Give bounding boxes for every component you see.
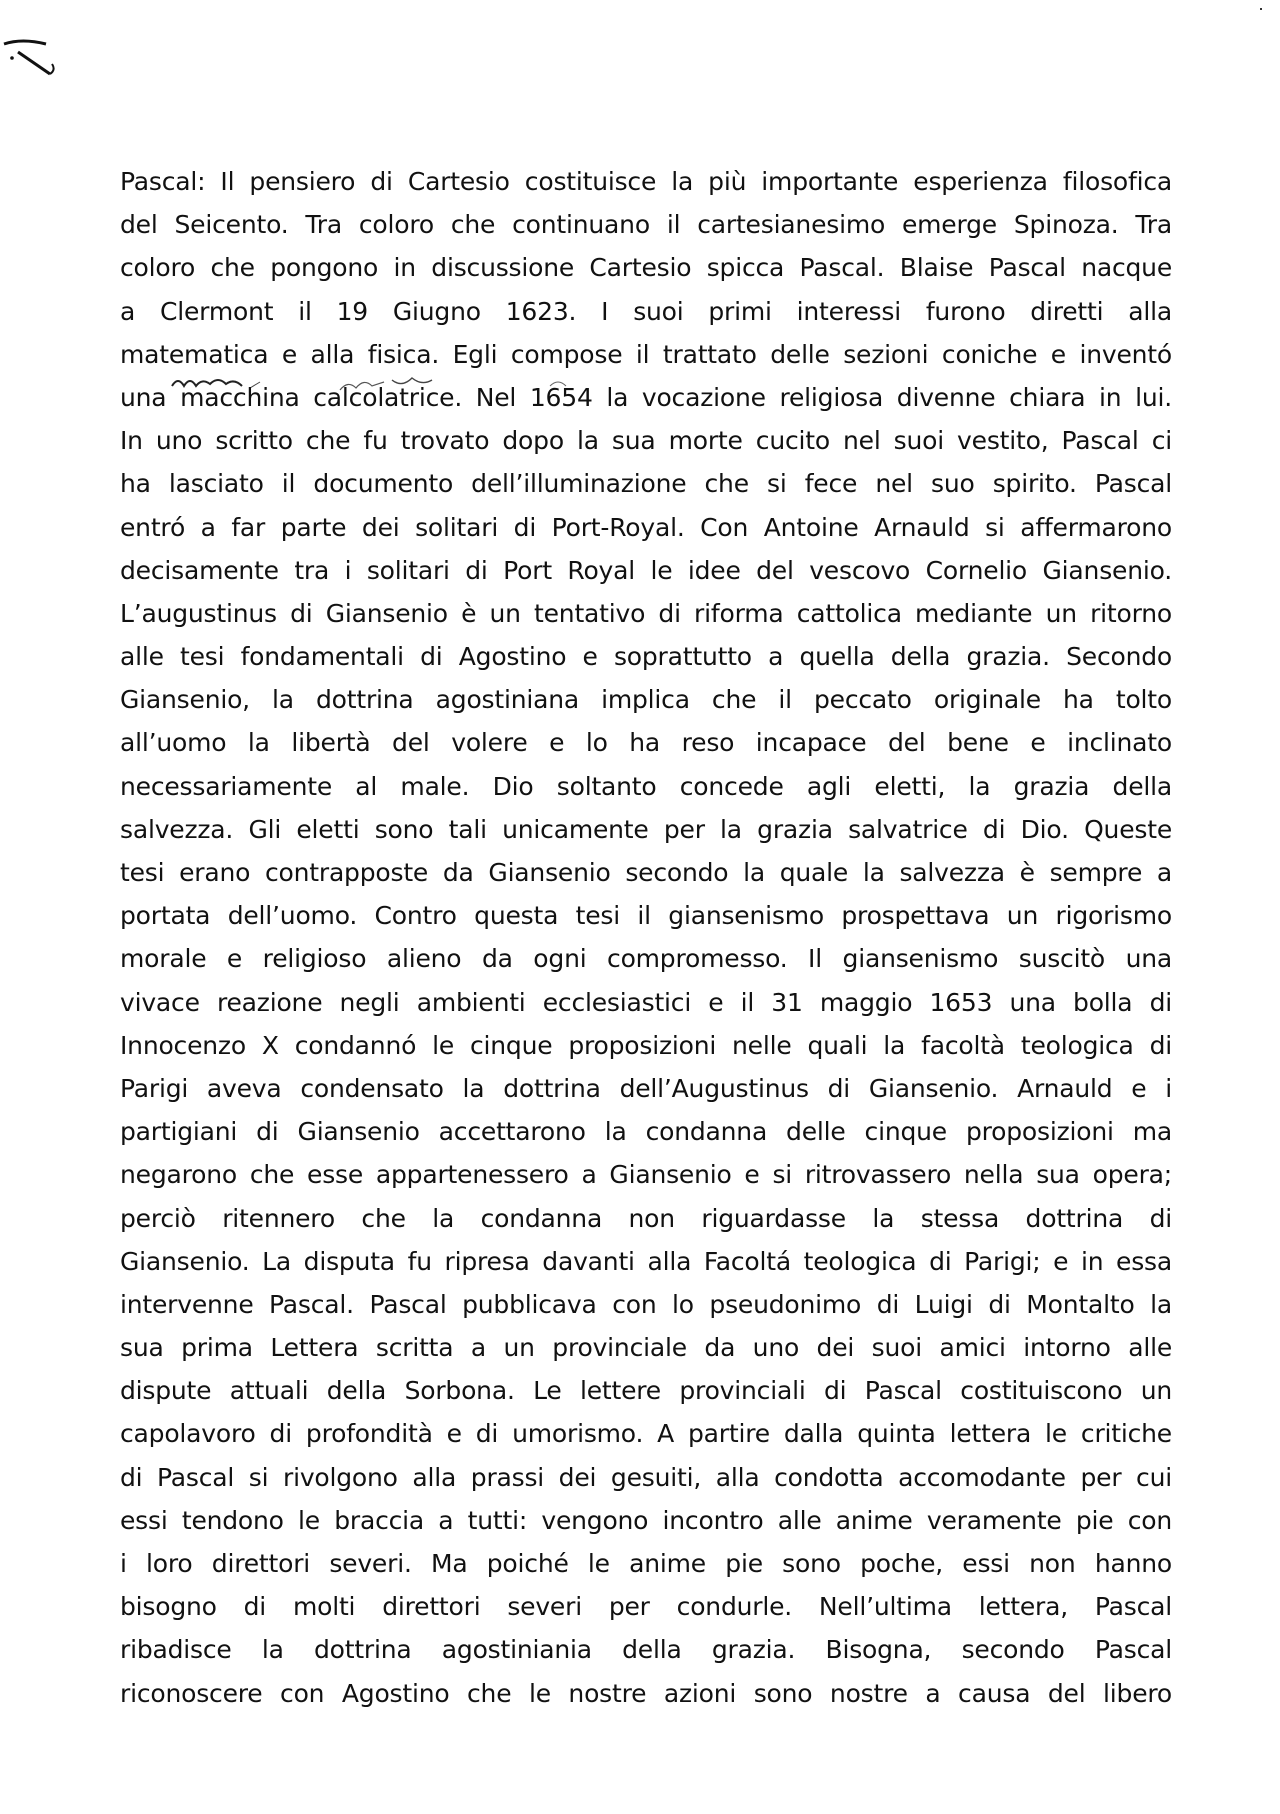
text-line: i loro direttori severi. Ma poiché le anime pie sono poche, essi non hanno: [120, 1549, 1172, 1578]
text-line: tesi erano contrapposte da Giansenio secondo la quale la salvezza è sempre a: [120, 858, 1172, 887]
handwritten-corner-mark: [0, 22, 72, 102]
text-line: morale e religioso alieno da ogni compromesso. Il giansenismo suscitò una: [120, 944, 1172, 974]
text-line: essi tendono le braccia a tutti: vengono incontro alle anime veramente pie con: [120, 1505, 1172, 1535]
text-line: Giansenio, la dottrina agostiniana implica che il peccato originale ha tolto: [120, 685, 1172, 715]
text-line: bisogno di molti direttori severi per condurle. Nell’ultima lettera, Pascal: [120, 1592, 1172, 1622]
text-line: portata dell’uomo. Contro questa tesi il giansenismo prospettava un rigorismo: [120, 901, 1172, 931]
text-line: alle tesi fondamentali di Agostino e soprattutto a quella della grazia. Secondo: [120, 642, 1172, 672]
text-line: sua prima Lettera scritta a un provinciale da uno dei suoi amici intorno alle: [120, 1333, 1172, 1363]
text-line: all’uomo la libertà del volere e lo ha reso incapace del bene e inclinato: [120, 728, 1172, 758]
scan-speck: [1260, 8, 1262, 10]
text-line: capolavoro di profondità e di umorismo. A partire dalla quinta lettera le critiche: [120, 1419, 1172, 1449]
text-line: intervenne Pascal. Pascal pubblicava con lo pseudonimo di Luigi di Montalto la: [120, 1289, 1172, 1319]
text-line: di Pascal si rivolgono alla prassi dei gesuiti, alla condotta accomodante per cui: [120, 1462, 1172, 1492]
text-line: Pascal: Il pensiero di Cartesio costituisce la più importante esperienza filosofica: [120, 167, 1172, 196]
text-line: vivace reazione negli ambienti ecclesiastici e il 31 maggio 1653 una bolla di: [120, 987, 1172, 1017]
text-line: Innocenzo X condannó le cinque proposizioni nelle quali la facoltà teologica di: [120, 1030, 1172, 1060]
text-line: entró a far parte dei solitari di Port-Royal. Con Antoine Arnauld si affermarono: [120, 512, 1172, 542]
text-line: L’augustinus di Giansenio è un tentativo di riforma cattolica mediante un ritorno: [120, 598, 1172, 628]
text-line: riconoscere con Agostino che le nostre azioni sono nostre a causa del libero: [120, 1678, 1172, 1708]
document-body: [120, 160, 1172, 1715]
text-line: decisamente tra i solitari di Port Royal le idee del vescovo Cornelio Giansenio.: [120, 555, 1172, 585]
text-line: matematica e alla fisica. Egli compose il trattato delle sezioni coniche e inventó: [120, 339, 1172, 369]
text-line: negarono che esse appartenessero a Giansenio e si ritrovassero nella sua opera;: [120, 1160, 1172, 1190]
text-line: Giansenio. La disputa fu ripresa davanti alla Facoltá teologica di Parigi; e in essa: [120, 1246, 1172, 1276]
text-line: In uno scritto che fu trovato dopo la sua morte cucito nel suoi vestito, Pascal ci: [120, 426, 1172, 456]
text-line: a Clermont il 19 Giugno 1623. I suoi primi interessi furono diretti alla: [120, 296, 1172, 326]
text-line: dispute attuali della Sorbona. Le lettere provinciali di Pascal costituiscono un: [120, 1376, 1172, 1406]
text-line: una macchina calcolatrice. Nel 1654 la vocazione religiosa divenne chiara in lui.: [120, 382, 1172, 412]
text-line: ha lasciato il documento dell’illuminazione che si fece nel suo spirito. Pascal: [120, 469, 1172, 499]
text-line: Parigi aveva condensato la dottrina dell’Augustinus di Giansenio. Arnauld e i: [120, 1073, 1172, 1103]
text-line: perciò ritennero che la condanna non riguardasse la stessa dottrina di: [120, 1203, 1172, 1233]
text-line: del Seicento. Tra coloro che continuano il cartesianesimo emerge Spinoza. Tra: [120, 210, 1172, 240]
text-line: partigiani di Giansenio accettarono la condanna delle cinque proposizioni ma: [120, 1117, 1172, 1147]
text-line: necessariamente al male. Dio soltanto concede agli eletti, la grazia della: [120, 771, 1172, 801]
text-line: ribadisce la dottrina agostiniania della grazia. Bisogna, secondo Pascal: [120, 1635, 1172, 1665]
text-line: coloro che pongono in discussione Cartesio spicca Pascal. Blaise Pascal nacque: [120, 253, 1172, 283]
text-line: salvezza. Gli eletti sono tali unicamente per la grazia salvatrice di Dio. Queste: [120, 814, 1172, 844]
